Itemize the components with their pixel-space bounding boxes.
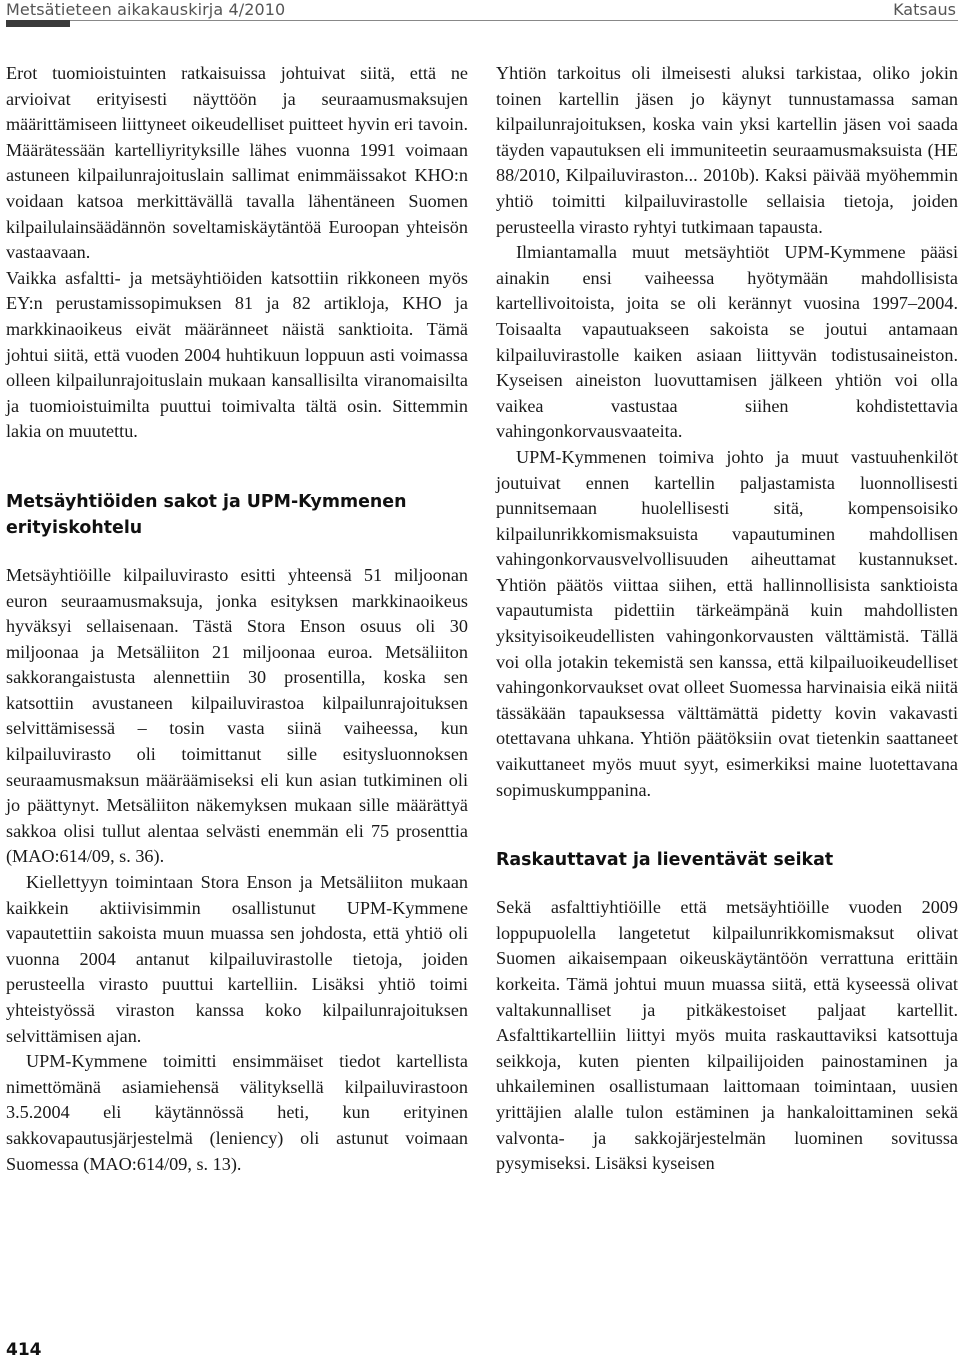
paragraph: UPM-Kymmenen toimiva johto ja muut vastuuhenkilöt joutuivat ennen kartellin paljastamista luonnollisesti punnitsemaan huolellisesti sitä, kompensoisiko kilpailunrikkomismaksuista vapautuminen mahdollisen vahingonkorvausvelvollisuuden aiheuttamat kustannukset. Yhtiön päätös viittaa siihen, että hallinnollisista sanktioista vapautumista pidettiin tärkeämpänä kuin mahdollisten yksityisoikeudellisten vahingonkorvausten välttämistä. Tällä voi olla jotakin tekemistä sen kanssa, että kilpailuoikeudelliset vahingonkorvaukset ovat olleet Suomessa harvinaisia eikä niitä tässäkään tapauksessa välttämättä pidetty kovin vakavasti otettavana uhkana. Yhtiön päätöksiin ovat tietenkin saattaneet vaikuttaneet myös muut syyt, esimerkiksi maine luotettavana sopimuskumppanina.: [496, 446, 958, 800]
section-heading: Metsäyhtiöiden sakot ja UPM-Kymmenen erityiskohtelu: [6, 491, 407, 538]
header-rule-block: [6, 20, 70, 27]
paragraph: Ilmiantamalla muut metsäyhtiöt UPM-Kymmene pääsi ainakin ensi vaiheessa hyötymään mahdollisista kartellivoitoista, joita se oli kerännyt vuosina 1997–2004. Toisaalta vapautuakseen sakoista se joutui antamaan kilpailuvirastolle kaiken asiaan liittyvän todistusaineiston. Kyseisen aineiston luovuttamisen jälkeen yhtiön voi olla vaikea vastustaa siihen kohdistettavia vahingonkorvausvaateita.: [496, 242, 958, 442]
paragraph: UPM-Kymmene toimitti ensimmäiset tiedot kartellista nimettömänä asiamiehensä välityksellä kilpailuvirastoon 3.5.2004 eli käytännössä heti, kun erityinen sakkovapautusjärjestelmä (leniency) oli astunut voimaan Suomessa (MAO:614/09, s. 13).: [6, 1051, 468, 1174]
paragraph: Kiellettyyn toimintaan Stora Enson ja Metsäliiton mukaan kaikkein aktiivisimmin osallistunut UPM-Kymmene vapautettiin sakoista muun muassa sen johdosta, että yhtiö oli vuonna 2004 antanut kilpailuvirastolle tietoja, joiden perusteella virasto puuttui kartelliin. Lisäksi yhtiö toimi yhteistyössä viraston kanssa koko kilpailunrajoituksen selvittämisen ajan.: [6, 872, 468, 1046]
paragraph: Vaikka asfaltti- ja metsäyhtiöiden katsottiin rikkoneen myös EY:n perustamissopimuksen 81 ja 82 artikloja, KHO ja markkinaoikeus eivät määränneet näistä sanktioita. Tämä johtui siitä, että vuoden 2004 huhtikuun loppuun asti voimassa olleen kilpailunrajoituslain mukaan kansallisilta viranomaisilta ja tuomioistuimilta puuttui toimivalta tältä osin. Sittemmin lakia on muutettu.: [6, 267, 468, 442]
page-number: 414: [6, 1340, 42, 1360]
paragraph: Erot tuomioistuinten ratkaisuissa johtuivat siitä, että ne arvioivat erityisesti näyttöön ja seuraamusmaksujen määrittämiseen liittyneet oikeudelliset puitteet hyvin eri tavoin. Määrätessään kartelliyrityksille lähes vuonna 1991 voimaan astuneen kilpailunrajoituslain sallimat enimmäissakot KHO:n voidaan katsoa merkittävällä tavalla lähentäneen Suomen kilpailulainsäädännön soveltamiskäytäntöä Euroopan yhteisön vastaavaan.: [6, 63, 468, 263]
section-label: Katsaus: [893, 0, 956, 19]
section-heading: Raskauttavat ja lieventävät seikat: [496, 850, 834, 871]
right-column: [496, 61, 958, 1177]
left-column: [6, 61, 468, 1177]
paragraph: Yhtiön tarkoitus oli ilmeisesti aluksi tarkistaa, oliko jokin toinen kartellin jäsen jo käynyt tunnustamassa saman kilpailunrajoituksen, koska vain yksi kartellin jäsen voi saada täyden vapautuksen eli immuniteetin seuraamusmaksuista (HE 88/2010, Kilpailuviraston... 2010b). Kaksi päivää myöhemmin yhtiö toimitti kilpailuvirastolle sellaisia tietoja, joiden perusteella virasto ryhtyi tutkimaan tapausta.: [496, 63, 958, 237]
publication-title: Metsätieteen aikakauskirja 4/2010: [6, 0, 286, 19]
paragraph: Sekä asfalttiyhtiöille että metsäyhtiöille vuoden 2009 loppupuolella langetetut kilpailunrikkomismaksut olivat Suomen aikaisempaan oikeuskäytäntöön verrattuna erittäin korkeita. Tämä johtui muun muassa siitä, että kyseessä olivat valtakunnalliset ja pitkäkestoiset paljaat kartellit. Asfalttikartelliin liittyi myös muita raskauttaviksi katsottuja seikkoja, kuten pienten kilpailijoiden painostaminen ja uhkaileminen osallistumaan laittomaan toimintaan, uusien yrittäjien alalle tulon estäminen ja hankaloittaminen sekä valvonta- ja sakkojärjestelmän luominen sovitussa pysymiseksi. Lisäksi kyseisen: [496, 897, 958, 1174]
header-rule: [6, 20, 958, 21]
paragraph: Metsäyhtiöille kilpailuvirasto esitti yhteensä 51 miljoonan euron seuraamusmaksuja, jonka esityksen markkinaoikeus hyväksyi sellaisenaan. Tästä Stora Enson osuus oli 30 miljoonaa ja Metsäliiton 21 miljoonaa euroa. Metsäliiton sakkorangaistusta alennettiin 30 prosentilla, koska sen katsottiin avustaneen kilpailuvirastoa kilpailunrajoituksen selvittämisessä – tosin vasta siinä vaiheessa, kun kilpailuvirasto oli toimittanut sille esitysluonnoksen seuraamusmaksun määräämiseksi eli kun asian tutkiminen oli jo päättynyt. Metsäliiton näkemyksen mukaan sille määrättyä sakkoa olisi tullut alentaa selvästi enemmän eli 75 prosenttia (MAO:614/09, s. 36).: [6, 564, 468, 867]
